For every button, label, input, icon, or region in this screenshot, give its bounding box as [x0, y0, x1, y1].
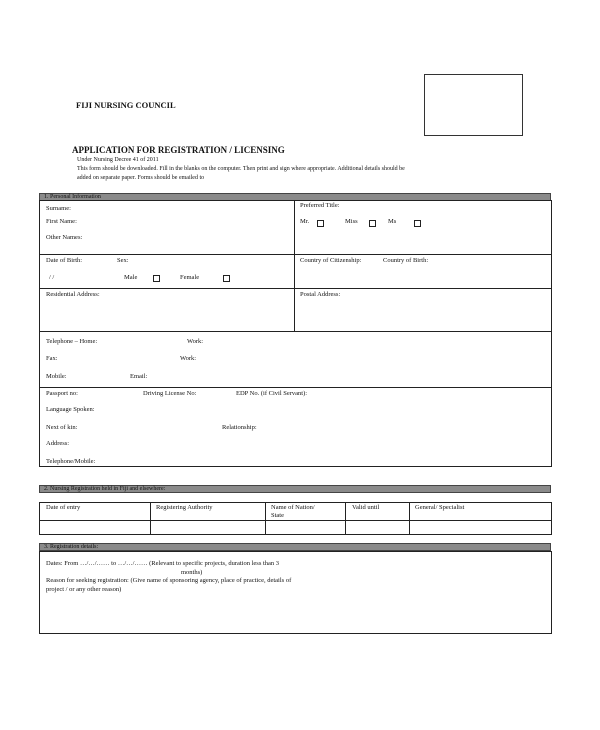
- dob-label: Date of Birth:: [46, 257, 83, 264]
- col-registering-authority: Registering Authority: [156, 504, 213, 511]
- section-1-table: [39, 200, 552, 467]
- work-label-2: Work:: [180, 355, 197, 362]
- ms-checkbox[interactable]: [414, 220, 421, 227]
- column-divider: [265, 502, 266, 535]
- fax-label: Fax:: [46, 355, 58, 362]
- section-3-header: [39, 543, 551, 551]
- surname-label: Surname:: [46, 205, 71, 212]
- female-label: Female: [180, 274, 200, 281]
- dates-line: Dates: From …/…/…… to …/…/…… (Relevant to specific projects, duration less than 3: [46, 560, 280, 567]
- section-2-title: 2. Nursing Registration held in Fiji and elsewhere:: [44, 486, 166, 492]
- organization-name: FIJI NURSING COUNCIL: [76, 100, 176, 110]
- photo-box: [424, 74, 523, 136]
- mr-label: Mr.: [300, 218, 310, 225]
- telephone-mobile-label: Telephone/Mobile:: [46, 458, 96, 465]
- ms-label: Ms: [388, 218, 397, 225]
- row-divider: [39, 331, 552, 332]
- decree-text: Under Nursing Decree 41 of 2011: [77, 157, 159, 163]
- first-name-label: First Name:: [46, 218, 77, 225]
- months-text: months): [181, 569, 203, 576]
- other-names-label: Other Names:: [46, 234, 83, 241]
- relationship-label: Relationship:: [222, 424, 257, 431]
- column-divider: [409, 502, 410, 535]
- col-general-specialist: General/ Specialist: [415, 504, 465, 511]
- col-nation-line-1: Name of Nation/: [271, 504, 315, 511]
- instructions-line-2: added on separate paper. Forms should be emailed to: [77, 175, 205, 181]
- row-divider: [39, 288, 552, 289]
- section-2-header: [39, 485, 551, 493]
- mr-checkbox[interactable]: [317, 220, 324, 227]
- column-divider: [294, 200, 295, 331]
- section-1-title: 1. Personal Information: [44, 194, 101, 200]
- reason-line-1: Reason for seeking registration: (Give name of sponsoring agency, place of practice, details of: [46, 577, 292, 584]
- mobile-label: Mobile:: [46, 373, 67, 380]
- row-divider: [39, 254, 552, 255]
- miss-label: Miss: [345, 218, 358, 225]
- male-checkbox[interactable]: [153, 275, 160, 282]
- female-checkbox[interactable]: [223, 275, 230, 282]
- reason-line-2: project / or any other reason): [46, 586, 122, 593]
- form-title: APPLICATION FOR REGISTRATION / LICENSING: [72, 145, 285, 155]
- dob-slashes: / /: [49, 274, 55, 281]
- preferred-title-label: Preferred Title:: [300, 202, 340, 209]
- col-date-of-entry: Date of entry: [46, 504, 81, 511]
- column-divider: [345, 502, 346, 535]
- miss-checkbox[interactable]: [369, 220, 376, 227]
- email-label: Email:: [130, 373, 148, 380]
- sex-label: Sex:: [117, 257, 129, 264]
- section-3-title: 3. Registration details:: [44, 544, 99, 550]
- edp-label: EDP No. (if Civil Servant):: [236, 390, 308, 397]
- driving-license-label: Driving License No:: [143, 390, 197, 397]
- row-divider: [39, 520, 552, 521]
- row-divider: [39, 387, 552, 388]
- residential-address-label: Residential Address:: [46, 291, 100, 298]
- col-valid-until: Valid until: [352, 504, 380, 511]
- male-label: Male: [124, 274, 138, 281]
- col-nation-line-2: State: [271, 512, 284, 519]
- citizenship-label: Country of Citizenship:: [300, 257, 362, 264]
- telephone-home-label: Telephone – Home:: [46, 338, 98, 345]
- postal-address-label: Postal Address:: [300, 291, 341, 298]
- country-of-birth-label: Country of Birth:: [383, 257, 429, 264]
- language-label: Language Spoken:: [46, 406, 95, 413]
- next-of-kin-label: Next of kin:: [46, 424, 78, 431]
- column-divider: [150, 502, 151, 535]
- address-label: Address:: [46, 440, 70, 447]
- instructions-line-1: This form should be downloaded. Fill in the blanks on the computer. Then print and sign where appropriate. Additional details should be: [77, 166, 405, 172]
- work-label-1: Work:: [187, 338, 204, 345]
- passport-label: Passport no:: [46, 390, 78, 397]
